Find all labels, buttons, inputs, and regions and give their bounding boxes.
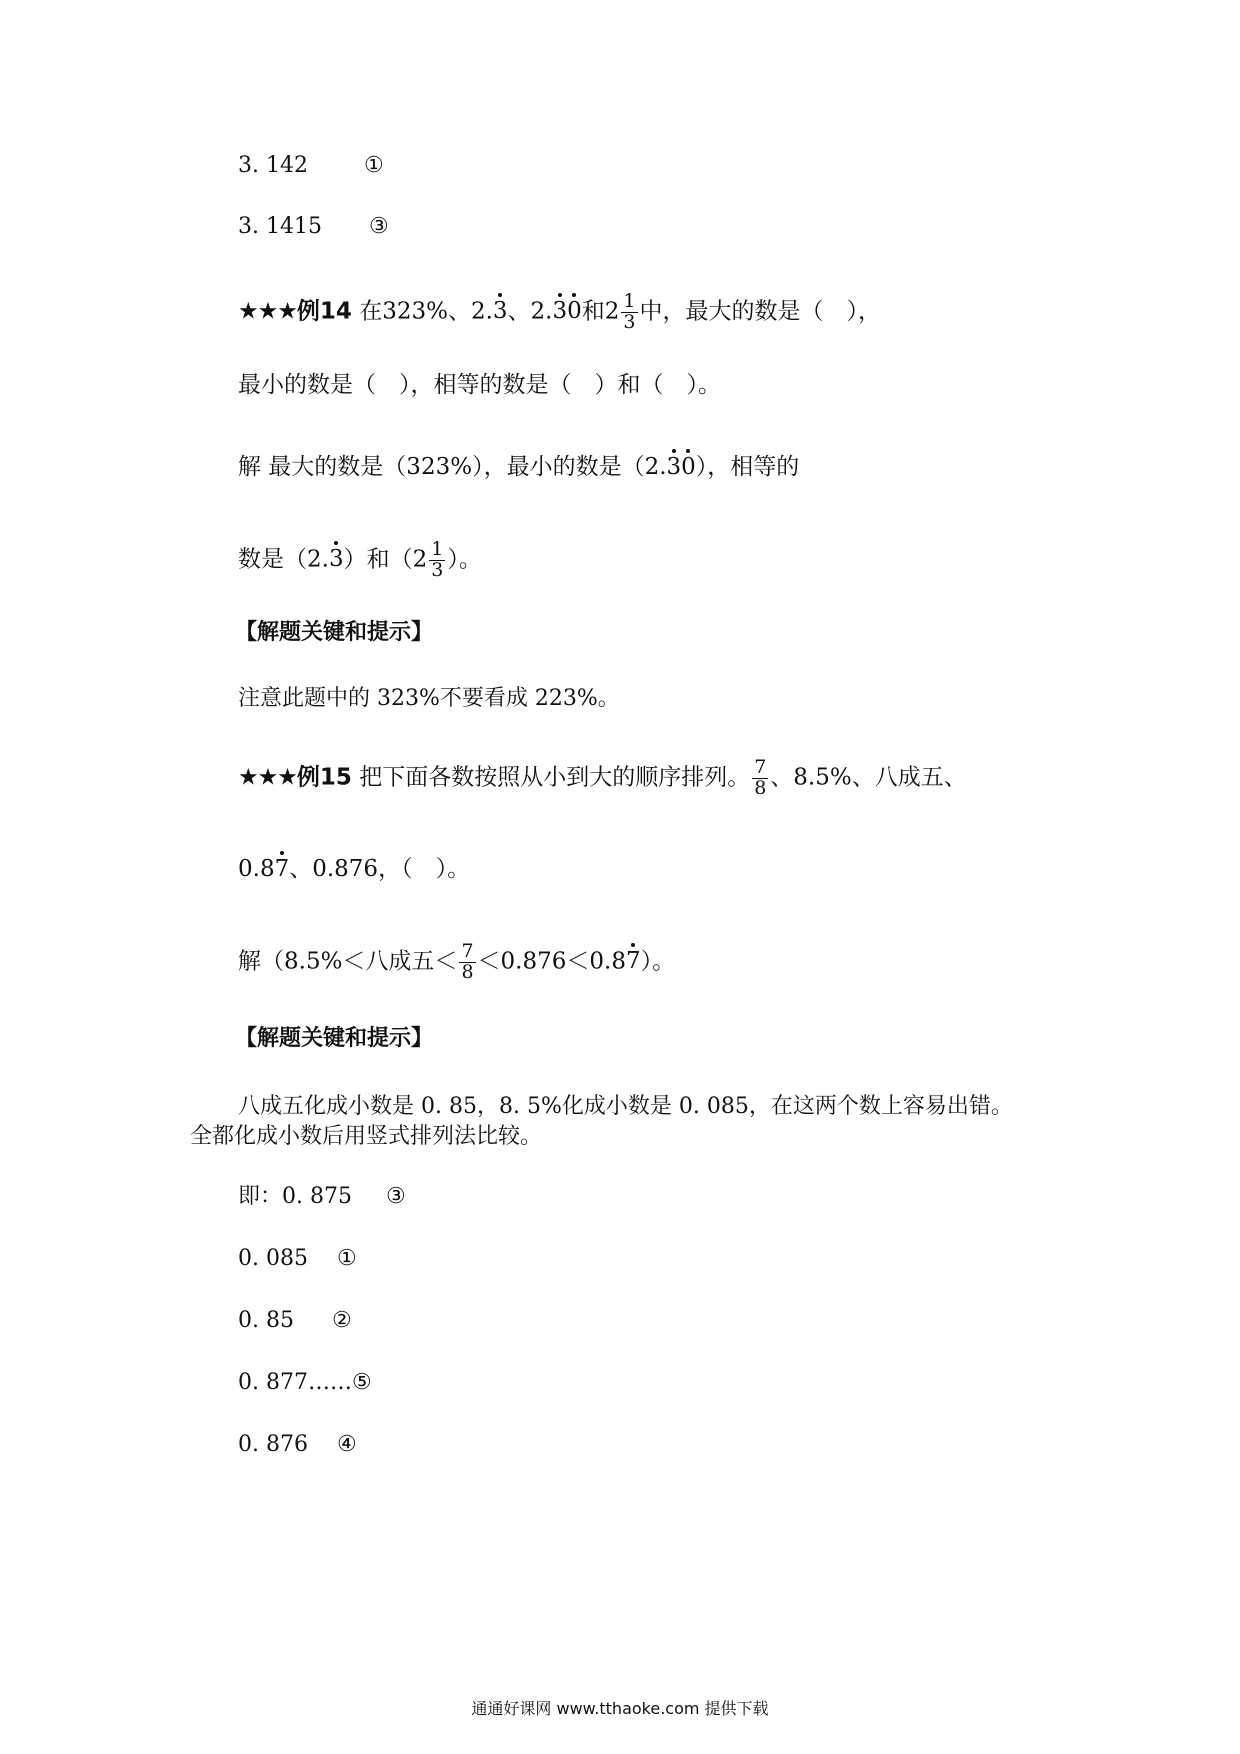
list-item [238, 1372, 372, 1394]
circled-number: ③ [386, 1184, 406, 1209]
repeating-digit: 0 [681, 454, 696, 480]
solution-text: 解（8.5%＜八成五＜ [238, 948, 458, 975]
question-text: 和2 [581, 298, 620, 325]
fraction [429, 540, 445, 581]
list-value: 3. 142 [238, 153, 308, 178]
example-label: 例15 [296, 764, 352, 791]
repeating-digit: 3 [492, 298, 508, 325]
fraction-numerator: 1 [431, 538, 444, 560]
list-value: 0. 877…… [238, 1370, 352, 1395]
example-15-question-line2 [238, 858, 470, 881]
solution-text: 数是（2. [238, 546, 329, 573]
question-text: 把下面各数按照从小到大的顺序排列。 [359, 764, 751, 791]
solution-text: ＜0.876＜0.8 [477, 948, 626, 975]
repeating-digit: 3 [552, 298, 568, 325]
question-text: 0.8 [238, 856, 275, 882]
fraction-denominator: 3 [623, 310, 636, 333]
question-text: 、0.876，（ ）。 [289, 856, 471, 882]
fraction-numerator: 7 [754, 756, 767, 778]
fraction-numerator: 1 [623, 290, 636, 312]
solution-text: ）和（2 [343, 546, 428, 573]
list-item [238, 1184, 406, 1209]
list-value: 0. 85 [238, 1308, 294, 1333]
hint-text: 注意此题中的 323%不要看成 223%。 [238, 686, 620, 711]
example-14-solution-line2 [238, 540, 482, 581]
question-text: 在323%、2. [359, 298, 493, 325]
circled-number: ④ [337, 1432, 357, 1457]
repeating-digit: 3 [328, 546, 344, 573]
repeating-digit: 3 [666, 454, 682, 480]
solution-text: 解 最大的数是（323%），最小的数是（2. [238, 454, 667, 480]
example-15-solution [238, 942, 675, 983]
page-footer: 通通好课网 www.tthaoke.com 提供下载 [471, 1699, 769, 1718]
hint-paragraph: 全都化成小数后用竖式排列法比较。 [190, 1124, 543, 1149]
list-value: 0. 085 [238, 1246, 308, 1271]
list-value: 3. 1415 [238, 214, 322, 239]
fraction [621, 292, 637, 333]
fraction-denominator: 8 [754, 776, 767, 799]
example-label: 例14 [296, 298, 352, 325]
list-value: 0. 876 [238, 1432, 308, 1457]
question-text: 中，最大的数是（ ）， [639, 298, 881, 325]
question-text: 、2. [507, 298, 553, 325]
example-15-question [238, 758, 967, 799]
solution-text: ），相等的 [695, 454, 800, 480]
example-14-question-line2: 最小的数是（ ），相等的数是（ ）和（ ）。 [238, 372, 721, 398]
fraction-denominator: 3 [431, 558, 444, 581]
fraction-denominator: 8 [461, 960, 474, 983]
solution-text: ）。 [640, 948, 676, 975]
hint-heading: 【解题关键和提示】 [235, 620, 434, 645]
circled-number: ① [364, 153, 384, 178]
repeating-digit: 0 [567, 298, 582, 325]
list-item [238, 1432, 357, 1457]
fraction-numerator: 7 [461, 940, 474, 962]
list-value: 即：0. 875 [238, 1184, 352, 1209]
list-item [238, 1308, 352, 1333]
example-14-solution [238, 456, 799, 479]
fraction [459, 942, 475, 983]
hint-paragraph: 八成五化成小数是 0. 85，8. 5%化成小数是 0. 085，在这两个数上容易出错。 [238, 1094, 1013, 1119]
circled-number: ⑤ [351, 1370, 372, 1395]
example-14-question [238, 292, 881, 333]
circled-number: ① [337, 1246, 357, 1271]
question-text: 、8.5%、八成五、 [770, 764, 967, 791]
difficulty-stars: ★★★ [238, 298, 297, 325]
repeating-digit: 7 [274, 856, 290, 882]
hint-heading: 【解题关键和提示】 [235, 1026, 434, 1051]
fraction [752, 758, 768, 799]
list-item [238, 153, 384, 178]
list-item [238, 1246, 357, 1271]
solution-text: ）。 [447, 546, 482, 573]
list-item [238, 214, 389, 239]
difficulty-stars: ★★★ [238, 764, 297, 791]
circled-number: ② [332, 1308, 352, 1333]
circled-number: ③ [369, 214, 389, 239]
repeating-digit: 7 [625, 948, 641, 975]
